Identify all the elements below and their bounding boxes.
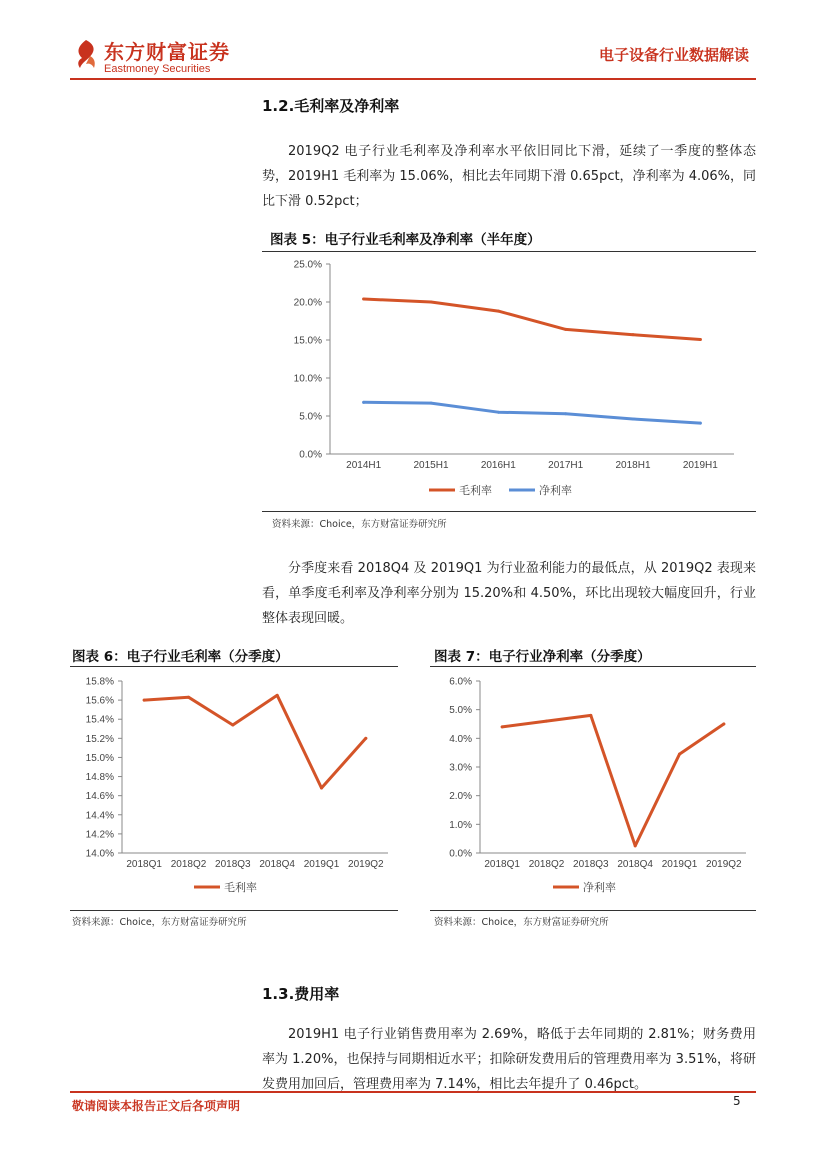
series-line-0 xyxy=(144,695,366,788)
data-point xyxy=(497,411,500,414)
figure-5-title: 图表 5：电子行业毛利率及净利率（半年度） xyxy=(270,232,541,248)
y-tick-label: 14.8% xyxy=(85,772,114,784)
logo-text-cn: 东方财富证券 xyxy=(104,40,230,64)
data-point xyxy=(362,401,365,404)
page-number: 5 xyxy=(733,1094,741,1108)
y-tick-label: 14.4% xyxy=(85,810,114,822)
y-tick-label: 15.8% xyxy=(85,676,114,688)
data-point xyxy=(143,699,146,702)
y-tick-label: 14.6% xyxy=(85,791,114,803)
figure-6-bottom-rule xyxy=(70,910,398,911)
report-header-title: 电子设备行业数据解读 xyxy=(598,46,749,64)
footer-divider xyxy=(70,1091,756,1093)
quarterly-analysis-paragraph: 分季度来看 2018Q4 及 2019Q1 为行业盈利能力的最低点，从 2019Q2 表现来看，单季度毛利率及净利率分别为 15.20%和 4.50%，环比出现较大幅度回升，行业整体表现回暖。 xyxy=(262,561,756,626)
y-tick-label: 0.0% xyxy=(299,449,322,461)
y-tick-label: 5.0% xyxy=(299,411,322,423)
data-point xyxy=(231,723,234,726)
y-tick-label: 1.0% xyxy=(449,819,472,831)
y-tick-label: 6.0% xyxy=(449,676,472,688)
figure-7-source: 资料来源：Choice，东方财富证券研究所 xyxy=(434,917,609,928)
data-point xyxy=(632,418,635,421)
data-point xyxy=(589,714,592,717)
data-point xyxy=(362,297,365,300)
x-tick-label: 2018Q2 xyxy=(170,859,207,870)
x-tick-label: 2019Q1 xyxy=(303,859,340,870)
x-tick-label: 2019H1 xyxy=(682,460,718,471)
x-tick-label: 2017H1 xyxy=(548,460,584,471)
x-tick-label: 2019Q1 xyxy=(661,859,698,870)
data-point xyxy=(497,310,500,313)
data-point xyxy=(564,412,567,415)
data-point xyxy=(699,422,702,425)
data-point xyxy=(678,753,681,756)
x-tick-label: 2019Q2 xyxy=(706,859,742,870)
x-tick-label: 2018Q4 xyxy=(617,859,653,870)
x-tick-label: 2018Q1 xyxy=(484,859,520,870)
figure-6-title: 图表 6：电子行业毛利率（分季度） xyxy=(72,649,289,665)
figure-7-chart xyxy=(430,667,756,907)
x-tick-label: 2018Q1 xyxy=(126,859,162,870)
y-tick-label: 25.0% xyxy=(293,259,322,271)
y-tick-label: 0.0% xyxy=(449,848,472,860)
data-point xyxy=(276,694,279,697)
series-line-1 xyxy=(364,402,701,423)
data-point xyxy=(634,844,637,847)
data-point xyxy=(187,696,190,699)
y-tick-label: 3.0% xyxy=(449,762,472,774)
footer-disclaimer: 敬请阅读本报告正文后各项声明 xyxy=(72,1099,241,1113)
x-tick-label: 2018Q4 xyxy=(259,859,295,870)
y-tick-label: 5.0% xyxy=(449,705,472,717)
data-point xyxy=(564,328,567,331)
y-tick-label: 15.6% xyxy=(85,695,114,707)
data-point xyxy=(320,787,323,790)
x-tick-label: 2015H1 xyxy=(413,460,449,471)
legend-label: 净利率 xyxy=(583,882,616,894)
section-heading-1-3: 1.3.费用率 xyxy=(262,985,340,1003)
figure-6-chart xyxy=(70,667,398,907)
figure-5-chart xyxy=(262,252,756,510)
y-tick-label: 10.0% xyxy=(293,373,322,385)
y-tick-label: 14.0% xyxy=(85,848,114,860)
data-point xyxy=(699,338,702,341)
figure-7-title: 图表 7：电子行业净利率（分季度） xyxy=(434,649,651,665)
x-tick-label: 2018H1 xyxy=(615,460,651,471)
data-point xyxy=(632,333,635,336)
figure-7-bottom-rule xyxy=(430,910,756,911)
logo-text-en: Eastmoney Securities xyxy=(104,63,211,75)
data-point xyxy=(430,402,433,405)
series-line-0 xyxy=(502,715,724,845)
x-tick-label: 2018Q2 xyxy=(528,859,565,870)
x-tick-label: 2018Q3 xyxy=(573,859,609,870)
x-tick-label: 2014H1 xyxy=(346,460,382,471)
header-divider xyxy=(70,78,756,80)
legend-label: 毛利率 xyxy=(459,485,492,497)
y-tick-label: 14.2% xyxy=(85,829,114,841)
figure-6-source: 资料来源：Choice，东方财富证券研究所 xyxy=(72,917,247,928)
x-tick-label: 2016H1 xyxy=(480,460,516,471)
figure-5-source: 资料来源：Choice，东方财富证券研究所 xyxy=(272,519,447,530)
figure-5-bottom-rule xyxy=(262,511,756,512)
y-tick-label: 4.0% xyxy=(449,733,472,745)
y-tick-label: 15.2% xyxy=(85,733,114,745)
data-point xyxy=(545,720,548,723)
x-tick-label: 2018Q3 xyxy=(215,859,251,870)
data-point xyxy=(501,725,504,728)
section-heading-1-2: 1.2.毛利率及净利率 xyxy=(262,97,400,115)
x-tick-label: 2019Q2 xyxy=(348,859,384,870)
data-point xyxy=(364,737,367,740)
data-point xyxy=(430,301,433,304)
legend-label: 毛利率 xyxy=(224,882,257,894)
y-tick-label: 15.0% xyxy=(85,752,114,764)
section-1-2-paragraph: 2019Q2 电子行业毛利率及净利率水平依旧同比下滑，延续了一季度的整体态势，2019H1 毛利率为 15.06%，相比去年同期下滑 0.65pct，净利率为 4.06%，同比下滑 0.52pct； xyxy=(262,144,756,209)
data-point xyxy=(722,723,725,726)
logo-icon xyxy=(72,38,100,70)
section-1-3-paragraph: 2019H1 电子行业销售费用率为 2.69%，略低于去年同期的 2.81%；财务费用率为 1.20%，也保持与同期相近水平；扣除研发费用后的管理费用率为 3.51%，将研发费用加回后，管理费用率为 7.14%，相比去年提升了 0.46pct。 xyxy=(262,1027,756,1092)
y-tick-label: 15.4% xyxy=(85,714,114,726)
y-tick-label: 15.0% xyxy=(293,335,322,347)
legend-label: 净利率 xyxy=(539,485,572,497)
series-line-0 xyxy=(364,299,701,340)
y-tick-label: 2.0% xyxy=(449,791,472,803)
y-tick-label: 20.0% xyxy=(293,297,322,309)
